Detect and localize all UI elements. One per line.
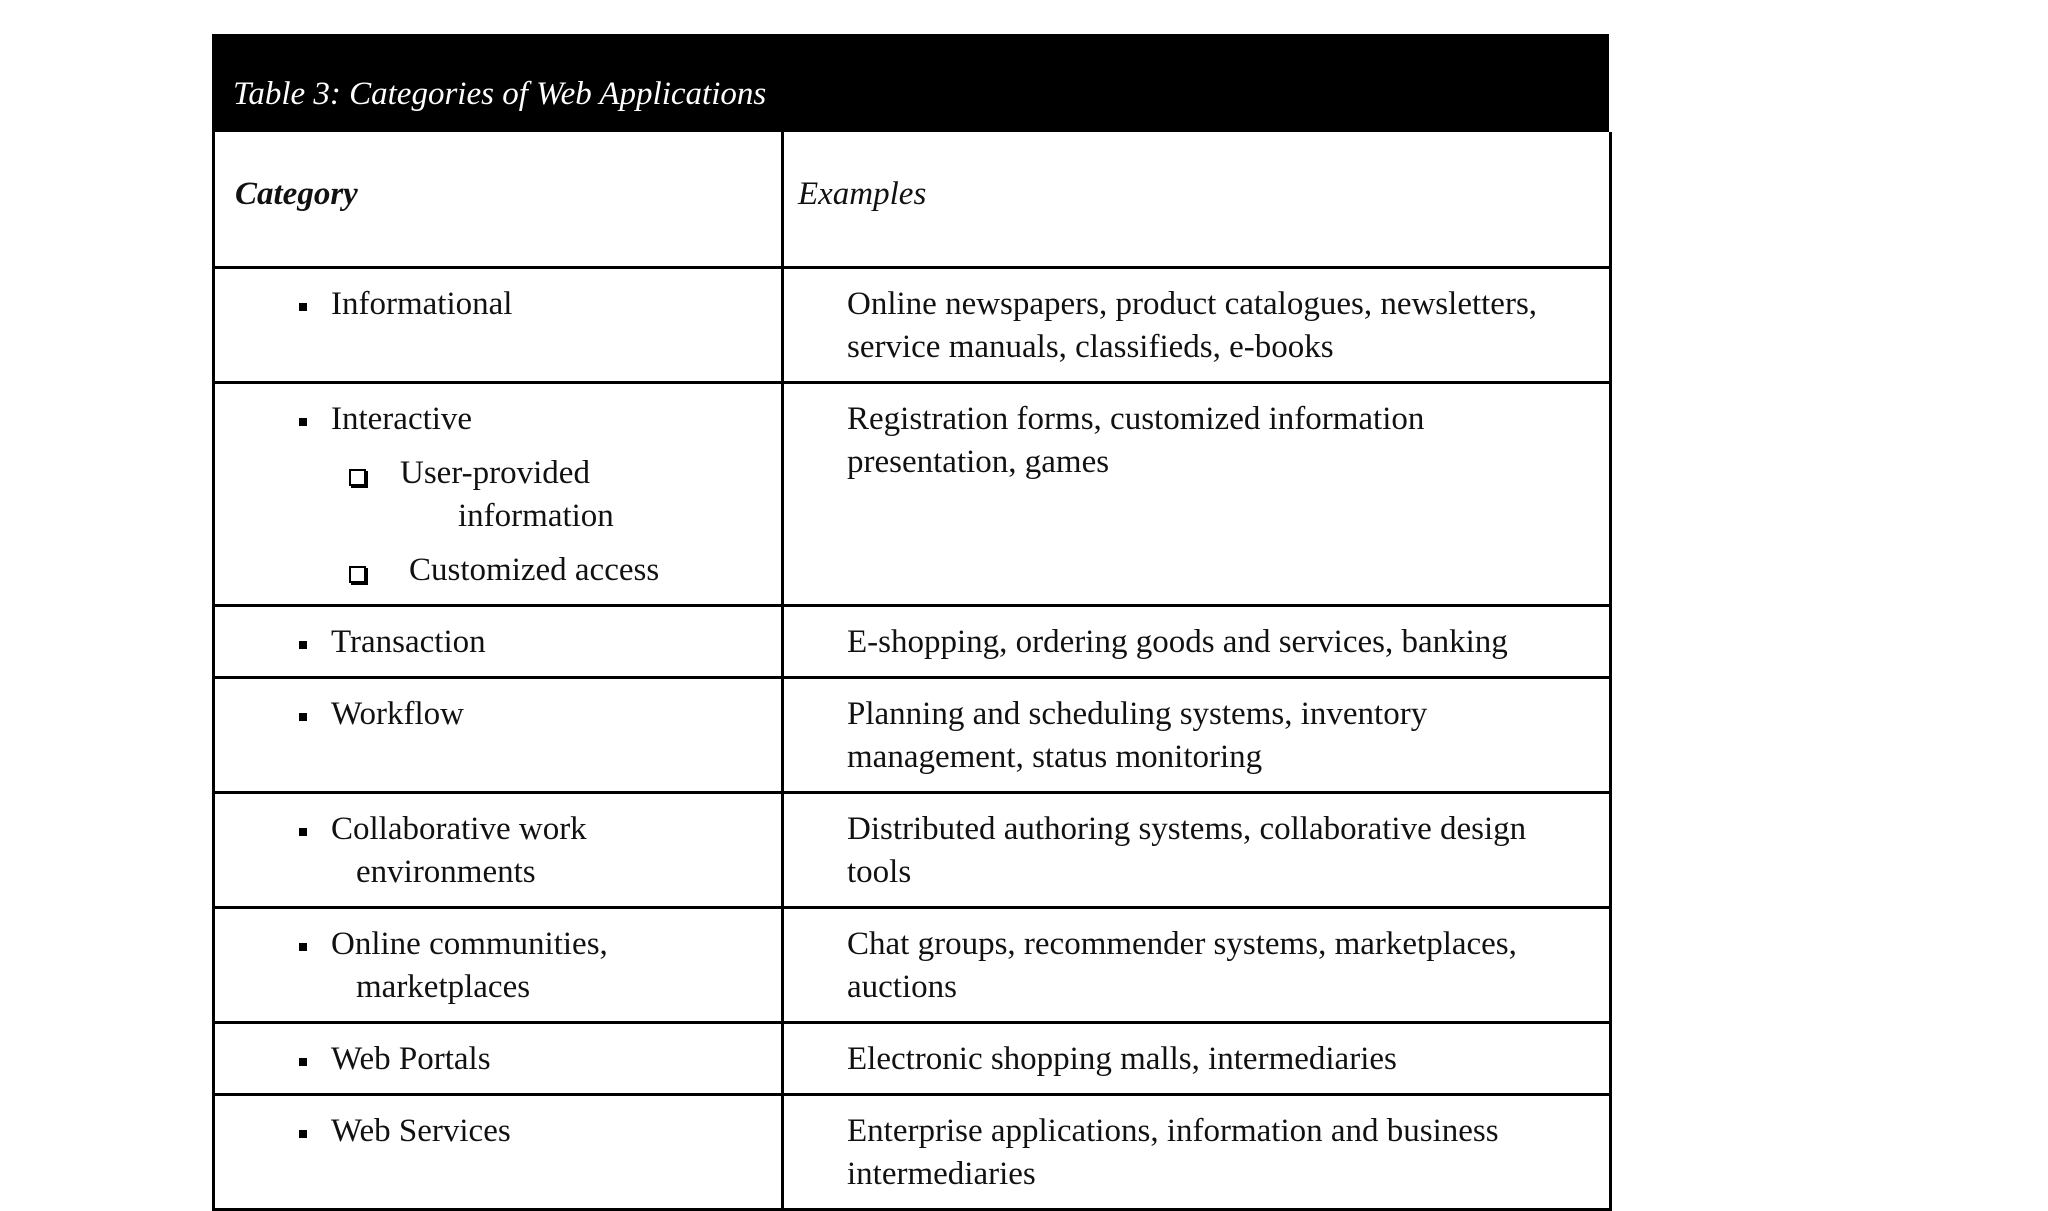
examples-cell: Enterprise applications, information and business intermediaries xyxy=(783,1095,1611,1210)
table-caption-bar xyxy=(212,34,1609,132)
category-label: Web Services xyxy=(331,1113,511,1149)
table-row xyxy=(214,908,1611,1023)
square-bullet-icon xyxy=(299,1130,307,1138)
category-cell xyxy=(214,793,783,908)
square-bullet-icon xyxy=(299,713,307,721)
square-bullet-icon xyxy=(299,828,307,836)
category-cell xyxy=(214,678,783,793)
square-bullet-icon xyxy=(299,641,307,649)
examples-cell: E-shopping, ordering goods and services, banking xyxy=(783,606,1611,678)
checkbox-bullet-icon xyxy=(349,566,366,583)
category-cell xyxy=(214,268,783,383)
table-row xyxy=(214,1095,1611,1210)
sub-item-label-cont: information xyxy=(458,498,614,534)
category-label: Collaborative work xyxy=(331,811,587,847)
category-label: Workflow xyxy=(331,696,464,732)
examples-cell: Electronic shopping malls, intermediaries xyxy=(783,1023,1611,1095)
header-examples: Examples xyxy=(783,132,1611,268)
category-label: Online communities, xyxy=(331,926,608,962)
category-cell xyxy=(214,908,783,1023)
sub-item-label: Customized access xyxy=(409,552,660,588)
category-cell xyxy=(214,1095,783,1210)
table-row xyxy=(214,268,1611,383)
examples-cell: Chat groups, recommender systems, marketplaces, auctions xyxy=(783,908,1611,1023)
square-bullet-icon xyxy=(299,943,307,951)
table-row xyxy=(214,678,1611,793)
examples-cell: Distributed authoring systems, collaborative design tools xyxy=(783,793,1611,908)
table-row xyxy=(214,606,1611,678)
table-row xyxy=(214,1023,1611,1095)
category-cell xyxy=(214,383,783,606)
category-label-cont: environments xyxy=(356,854,536,890)
sub-item xyxy=(215,549,781,592)
sub-item xyxy=(215,452,781,538)
table-caption: Table 3: Categories of Web Applications xyxy=(233,76,767,112)
table-header-row xyxy=(214,132,1611,268)
sub-item-label: User-provided xyxy=(400,455,590,491)
table-body xyxy=(212,132,1612,1211)
table-row xyxy=(214,793,1611,908)
square-bullet-icon xyxy=(299,418,307,426)
table-row xyxy=(214,383,1611,606)
category-cell xyxy=(214,1023,783,1095)
square-bullet-icon xyxy=(299,303,307,311)
category-label: Informational xyxy=(331,286,513,322)
category-label-cont: marketplaces xyxy=(356,969,531,1005)
examples-cell: Registration forms, customized information presentation, games xyxy=(783,383,1611,606)
category-label: Transaction xyxy=(331,624,486,660)
header-category: Category xyxy=(214,132,783,268)
category-cell xyxy=(214,606,783,678)
checkbox-bullet-icon xyxy=(349,469,366,486)
examples-cell: Planning and scheduling systems, inventory management, status monitoring xyxy=(783,678,1611,793)
examples-cell: Online newspapers, product catalogues, newsletters, service manuals, classifieds, e-books xyxy=(783,268,1611,383)
square-bullet-icon xyxy=(299,1058,307,1066)
categories-table xyxy=(212,34,1609,1211)
category-label: Web Portals xyxy=(331,1041,491,1077)
category-label: Interactive xyxy=(331,401,473,437)
